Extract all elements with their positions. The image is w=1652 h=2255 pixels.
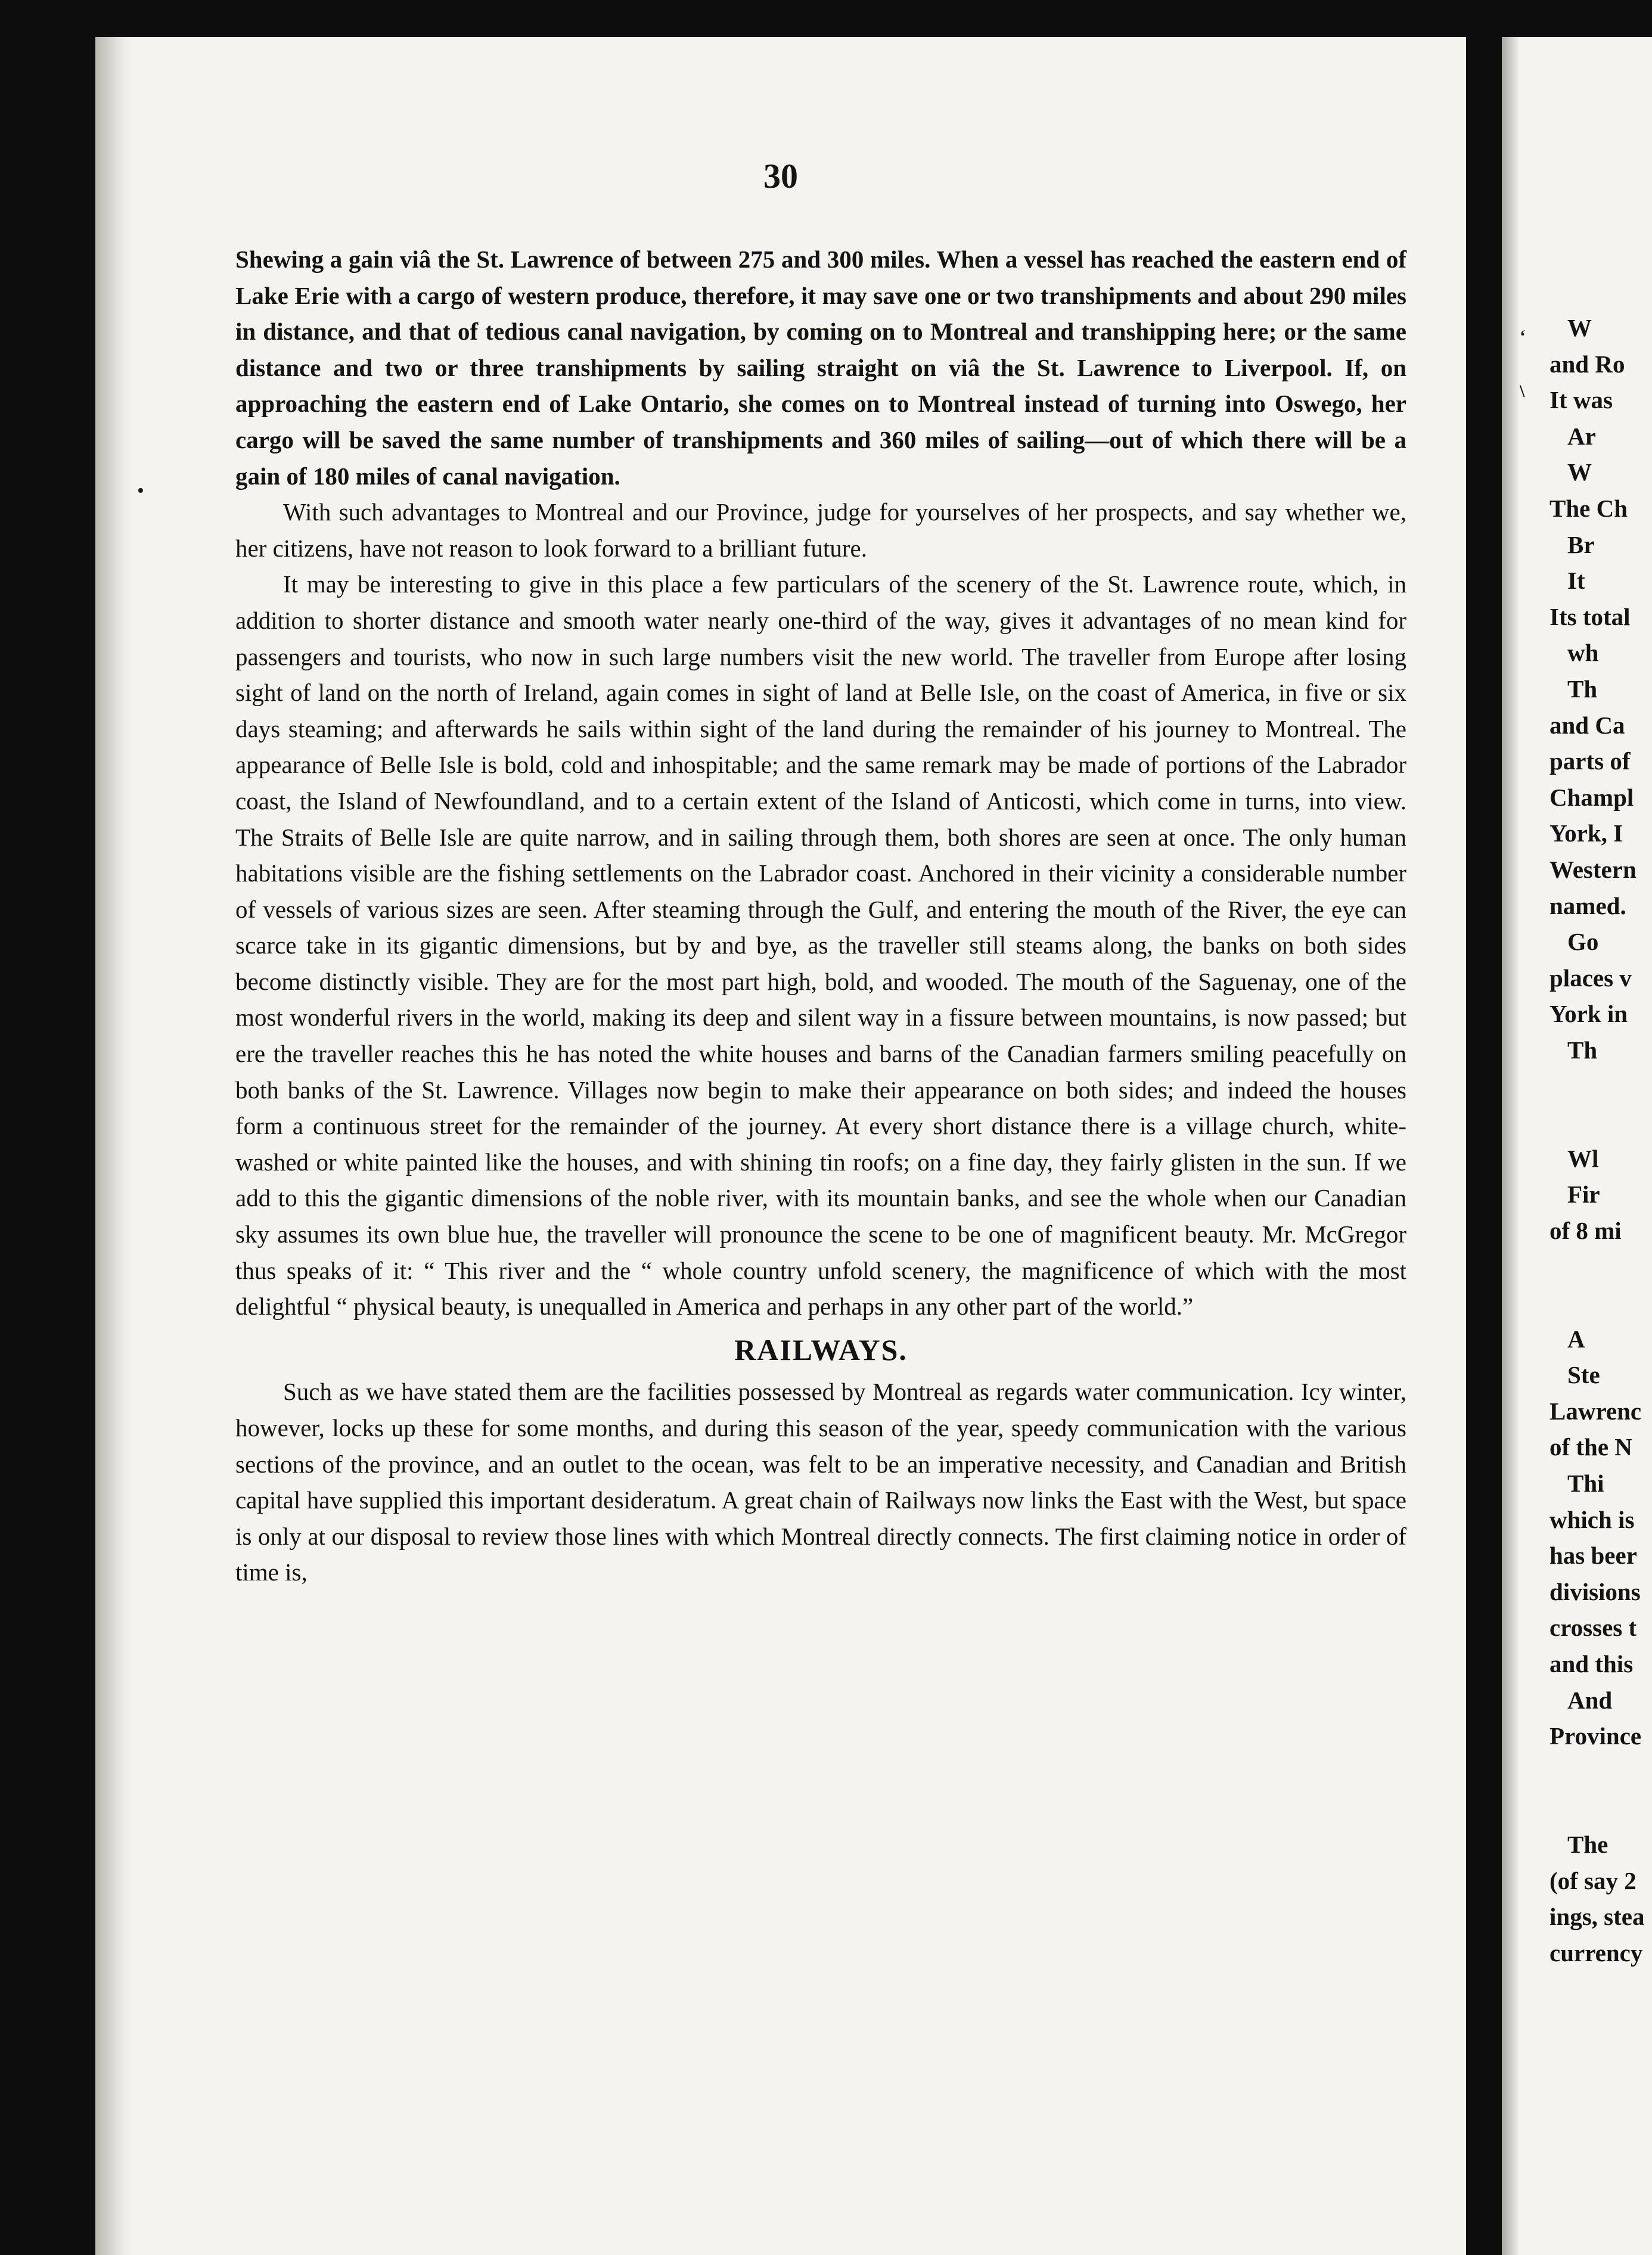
facing-line: Lawrenc [1549, 1397, 1642, 1425]
facing-line: ings, stea [1549, 1903, 1645, 1931]
facing-line: and Ca [1549, 711, 1625, 739]
margin-mark: \ [1520, 381, 1525, 401]
facing-line: named. [1549, 892, 1626, 920]
facing-blank-line [1549, 1104, 1644, 1141]
facing-line: which is [1549, 1505, 1635, 1533]
facing-line: currency [1549, 1939, 1643, 1967]
facing-line: Ste [1567, 1361, 1600, 1389]
facing-line: Br [1567, 530, 1595, 558]
facing-blank-line [1549, 1068, 1644, 1104]
facing-line: Champl [1549, 783, 1634, 811]
facing-line: Wl [1567, 1144, 1599, 1172]
facing-line: And [1567, 1686, 1613, 1714]
paragraph-2: With such advantages to Montreal and our Province, judge for yourselves of her prospects, and say whether we, her citizens, have not reason to look forward to a brilliant future. [235, 498, 1406, 562]
main-text [235, 241, 1406, 1591]
facing-line: divisions [1549, 1577, 1641, 1605]
facing-line: of 8 mi [1549, 1216, 1622, 1244]
facing-line: Fir [1567, 1181, 1600, 1209]
facing-line: wh [1567, 639, 1599, 667]
facing-line: It was [1549, 386, 1613, 414]
facing-line: A [1567, 1325, 1585, 1353]
railways-paragraph: Such as we have stated them are the facilities possessed by Montreal as regards water communication. Icy winter, however, locks up these for some months, and during this season of the year, speedy communication with the various sections of the province, and an outlet to the ocean, was felt to be an imperative necessity, and Canadian and British capital have supplied this important desideratum. A great chain of Railways now links the East with the West, but space is only at our disposal to review those lines with which Montreal directly connects. The first claiming notice in order of time is, [235, 1378, 1406, 1586]
facing-line: places v [1549, 964, 1632, 992]
facing-line: W [1567, 458, 1592, 486]
facing-page-text [1549, 310, 1644, 1971]
paragraph-1: Shewing a gain viâ the St. Lawrence of between 275 and 300 miles. When a vessel has reached the eastern end of Lake Erie with a cargo of western produce, therefore, it may save one or two transhipments and about 290 miles in distance, and that of tedious canal navigation, by coming on to Montreal and transhipping here; or the same distance and two or three transhipments by sailing straight on viâ the St. Lawrence to Liverpool. If, on approaching the eastern end of Lake Ontario, she comes on to Montreal instead of turning into Oswego, her cargo will be saved the same number of transhipments and 360 miles of sailing—out of which there will be a gain of 180 miles of canal navigation. [235, 246, 1406, 490]
facing-line: The [1567, 1830, 1608, 1858]
ink-speck: • [137, 480, 144, 502]
facing-line: Thi [1567, 1470, 1604, 1497]
facing-line: York, I [1549, 819, 1623, 847]
facing-line: and this [1549, 1650, 1634, 1678]
facing-line: Western [1549, 855, 1637, 883]
facing-line: Go [1567, 928, 1599, 956]
facing-blank-line [1549, 1790, 1644, 1827]
facing-blank-line [1549, 1754, 1644, 1791]
facing-line: and Ro [1549, 350, 1625, 378]
paragraph-3: It may be interesting to give in this place a few particulars of the scenery of the St. Lawrence route, which, in addition to shorter distance and smooth water nearly one-third of the way, gives it advantages of no mean kind for passengers and tourists, who now in such large numbers visit the new world. The traveller from Europe after losing sight of land on the north of Ireland, again comes in sight of land at Belle Isle, on the coast of America, in five or six days steaming; and afterwards he sails within sight of the land during the remainder of his journey to Montreal. The appearance of Belle Isle is bold, cold and inhospitable; and the same remark may be made of portions of the Labrador coast, the Island of Newfoundland, and to a certain extent of the Island of Anticosti, which come in turns, into view. The Straits of Belle Isle are quite narrow, and in sailing through them, both shores are seen at once. The only human habitations visible are the fishing settlements on the Labrador coast. Anchored in their vicinity a considerable number of vessels of various sizes are seen. After steaming through the Gulf, and entering the mouth of the River, the eye can scarce take in its gigantic dimensions, but by and bye, as the traveller still steams along, the banks on both sides become distinctly visible. They are for the most part high, bold, and wooded. The mouth of the Saguenay, one of the most wonderful rivers in the world, making its deep and silent way in a fissure between mountains, is now passed; but ere the traveller reaches this he has noted the white houses and barns of the Canadian farmers smiling peacefully on both banks of the St. Lawrence. Villages now begin to make their appearance on both sides; and indeed the houses form a continuous street for the remainder of the journey. At every short distance there is a village church, white-washed or white painted like the houses, and with shining tin roofs; on a fine day, they fairly glisten in the sun. If we add to this the gigantic dimensions of the noble river, with its mountain banks, and see the whole when our Canadian sky assumes its own blue hue, the traveller will pronounce the scene to be one of magnificent beauty. Mr. McGregor thus speaks of it: “ This river and the “ whole country unfold scenery, the magnificence of which with the most delightful “ physical beauty, is unequalled in America and perhaps in any other part of the world.” [235, 570, 1406, 1321]
facing-line: (of say 2 [1549, 1866, 1637, 1894]
facing-line: Its total [1549, 602, 1631, 630]
facing-line: has beer [1549, 1542, 1637, 1570]
section-heading: RAILWAYS. [734, 1332, 908, 1366]
facing-line: York in [1549, 1000, 1628, 1028]
facing-line: W [1567, 314, 1592, 341]
facing-line: crosses t [1549, 1614, 1637, 1642]
facing-blank-line [1549, 1248, 1644, 1285]
facing-line: parts of [1549, 747, 1631, 775]
facing-line: Ar [1567, 422, 1596, 450]
page-number: 30 [763, 157, 798, 195]
facing-line: Province [1549, 1722, 1642, 1750]
facing-line: Th [1567, 1036, 1598, 1064]
facing-blank-line [1549, 1285, 1644, 1321]
facing-line: It [1567, 567, 1585, 595]
facing-line: of the N [1549, 1433, 1632, 1461]
margin-mark: ‘ [1520, 327, 1526, 346]
facing-line: The Ch [1549, 494, 1628, 522]
facing-line: Th [1567, 675, 1598, 703]
